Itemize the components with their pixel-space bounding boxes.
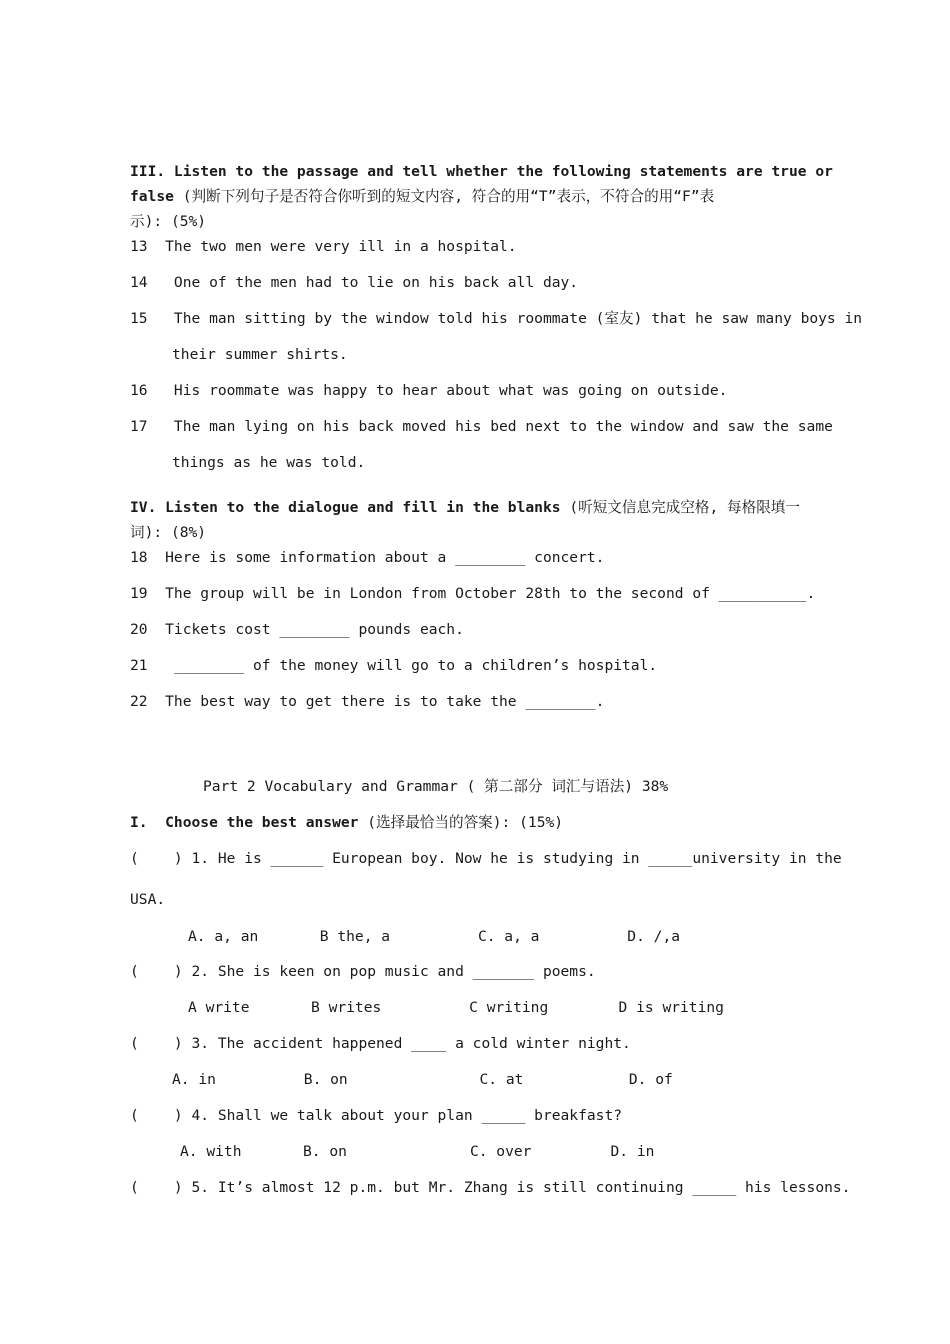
statement-17: 17 The man lying on his back moved his bed next to the window and saw the same [130, 418, 833, 435]
question-2-options: A write B writes C writing D is writing [188, 999, 724, 1016]
question-4-options: A. with B. on C. over D. in [180, 1143, 655, 1160]
part-2-subheading-bold: I. Choose the best answer [130, 814, 359, 831]
blank-22: 22 The best way to get there is to take the ________. [130, 693, 605, 710]
question-1-stem-cont: USA. [130, 891, 166, 908]
section-3-heading-line-2 [130, 188, 714, 206]
section-4-heading-cn: (听短文信息完成空格, 每格限填一 [560, 499, 800, 516]
blank-19: 19 The group will be in London from October 28th to the second of __________. [130, 585, 816, 602]
blank-18: 18 Here is some information about a ________ concert. [130, 549, 605, 566]
section-4-heading-bold: IV. Listen to the dialogue and fill in the blanks [130, 499, 561, 516]
question-2-stem: ( ) 2. She is keen on pop music and _______ poems. [130, 963, 596, 980]
section-3-heading-bold: false [130, 188, 174, 205]
blank-20: 20 Tickets cost ________ pounds each. [130, 621, 464, 638]
section-3-heading-line-1: III. Listen to the passage and tell whether the following statements are true or [130, 163, 833, 180]
section-3-heading-line-3: 示): (5%) [130, 213, 207, 230]
question-1-stem: ( ) 1. He is ______ European boy. Now he is studying in _____university in the [130, 850, 842, 867]
question-3-stem: ( ) 3. The accident happened ____ a cold winter night. [130, 1035, 631, 1052]
section-4-heading-line-1 [130, 499, 800, 517]
statement-17-cont: things as he was told. [172, 454, 366, 471]
part-2-subheading [130, 814, 563, 832]
question-1-options: A. a, an B the, a C. a, a D. /,a [188, 928, 681, 945]
section-3-heading-cn: (判断下列句子是否符合你听到的短文内容, 符合的用“T”表示，不符合的用“F”表 [173, 188, 715, 205]
question-4-stem: ( ) 4. Shall we talk about your plan _____ breakfast? [130, 1107, 623, 1124]
part-2-subheading-cn: (选择最恰当的答案): (15%) [358, 814, 564, 831]
question-5-stem: ( ) 5. It’s almost 12 p.m. but Mr. Zhang is still continuing _____ his lessons. [130, 1179, 851, 1196]
statement-14: 14 One of the men had to lie on his back all day. [130, 274, 579, 291]
blank-21: 21 ________ of the money will go to a children’s hospital. [130, 657, 658, 674]
part-2-title: Part 2 Vocabulary and Grammar ( 第二部分 词汇与语法) 38% [203, 778, 669, 795]
statement-15-cont: their summer shirts. [172, 346, 348, 363]
statement-15: 15 The man sitting by the window told his roommate (室友) that he saw many boys in [130, 310, 863, 327]
section-4-heading-line-2: 词): (8%) [130, 524, 207, 541]
statement-16: 16 His roommate was happy to hear about what was going on outside. [130, 382, 728, 399]
statement-13: 13 The two men were very ill in a hospital. [130, 238, 517, 255]
question-3-options: A. in B. on C. at D. of [172, 1071, 673, 1088]
